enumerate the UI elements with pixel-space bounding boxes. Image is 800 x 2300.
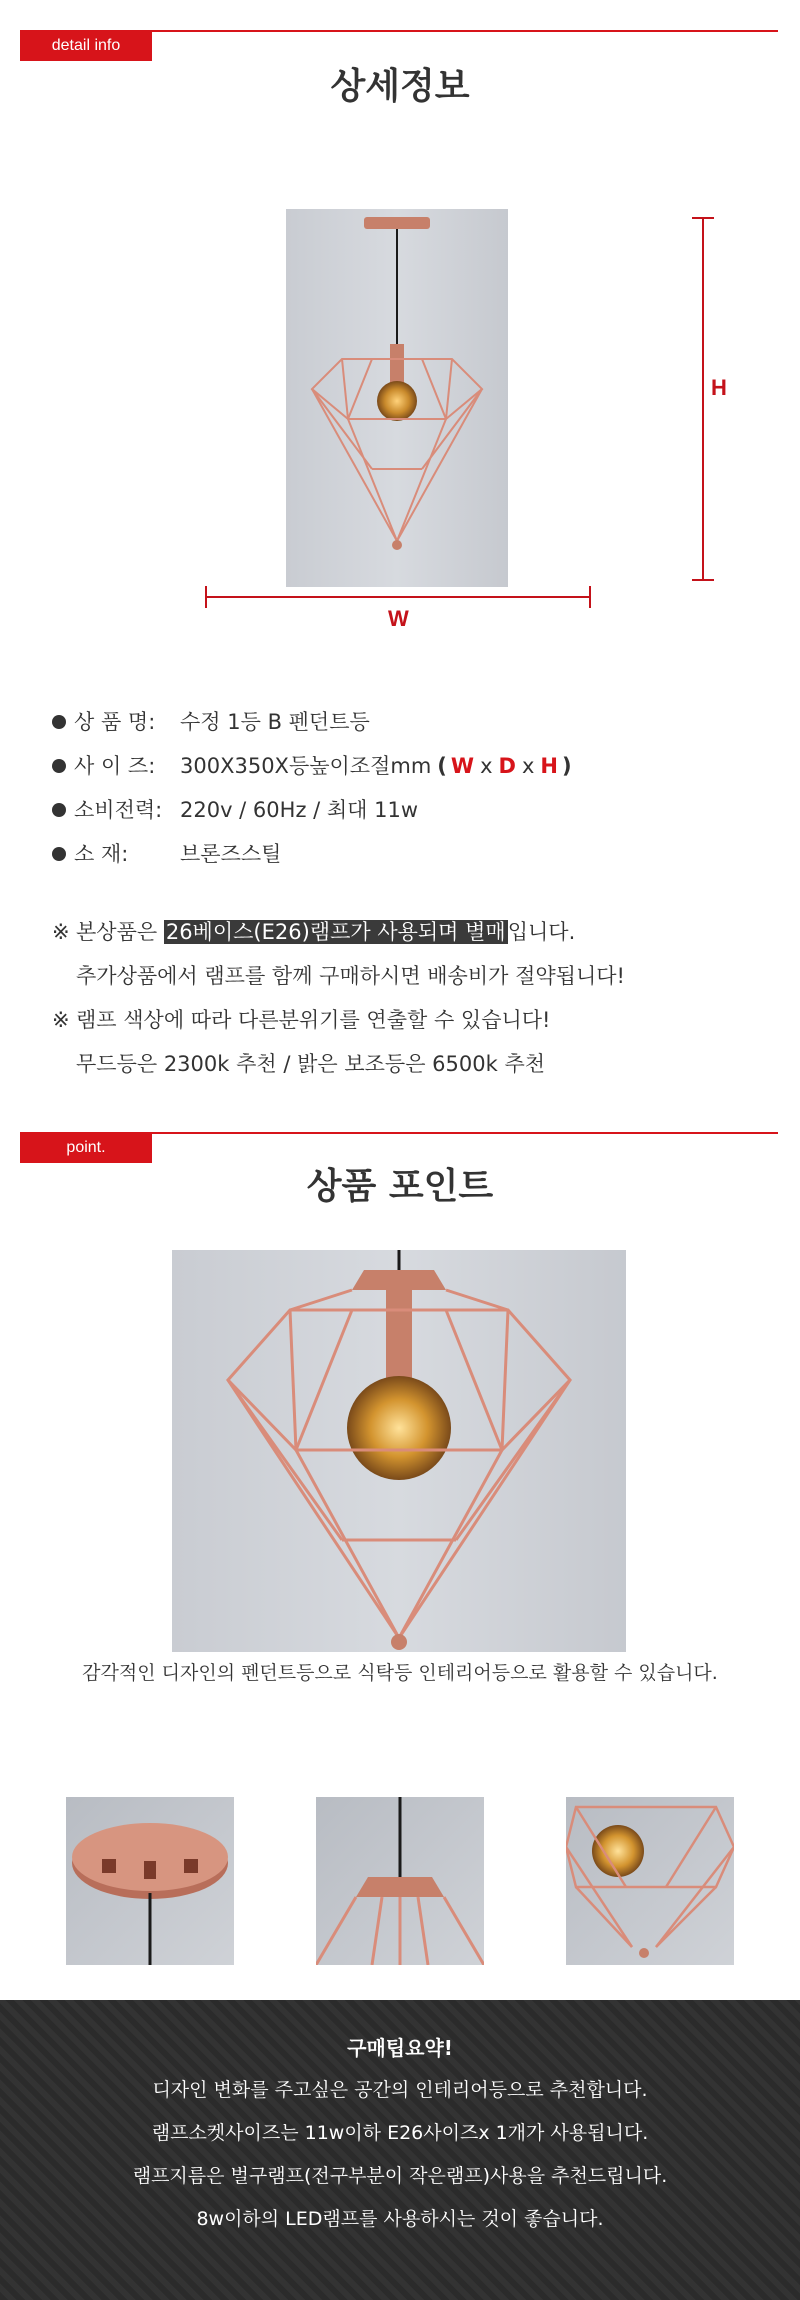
width-dimension-label: W: [388, 606, 409, 631]
spec-list: [52, 700, 752, 876]
bullet-dot-icon: [52, 759, 66, 773]
bullet-dot-icon: [52, 715, 66, 729]
section-tab-detail-info: detail info: [20, 31, 152, 61]
size-x: x: [480, 754, 493, 778]
summary-line: 8w이하의 LED램프를 사용하시는 것이 좋습니다.: [196, 2208, 604, 2230]
page-title: 상세정보: [330, 66, 470, 107]
spec-value: 수정 1등 B 펜던트등: [180, 710, 370, 734]
bullet-dot-icon: [52, 847, 66, 861]
frame-top-illustration: [316, 1797, 484, 1965]
note-line: [52, 910, 772, 954]
note-text: 입니다.: [507, 920, 576, 944]
size-paren-open: (: [437, 754, 447, 778]
thumbnail-canopy: [66, 1797, 234, 1965]
spec-value: 브론즈스틸: [180, 842, 282, 866]
spec-row-power: [52, 788, 752, 832]
note-text: 본상품은: [76, 920, 164, 944]
product-photo-main: [286, 209, 508, 587]
size-w: W: [450, 754, 475, 778]
spec-value: 300X350X등높이조절mm: [180, 754, 432, 778]
notes-block: [52, 910, 772, 1086]
width-dimension-cap-left: [205, 586, 207, 608]
thumbnail-frame-top: [316, 1797, 484, 1965]
spec-row-material: [52, 832, 752, 876]
canopy-detail-illustration: [66, 1797, 234, 1965]
section-tab-point: point.: [20, 1133, 152, 1163]
spec-label: 소 재:: [74, 842, 129, 866]
spec-value: 220v / 60Hz / 최대 11w: [180, 798, 419, 822]
note-line: 추가상품에서 램프를 함께 구매하시면 배송비가 절약됩니다!: [76, 964, 625, 988]
size-h: H: [540, 754, 558, 778]
height-dimension-cap-bottom: [692, 579, 714, 581]
note-line: 무드등은 2300k 추천 / 밝은 보조등은 6500k 추천: [76, 1052, 546, 1076]
height-dimension-cap-top: [692, 217, 714, 219]
summary-line: 디자인 변화를 주고싶은 공간의 인테리어등으로 추천합니다.: [152, 2079, 648, 2101]
size-d: D: [498, 754, 516, 778]
width-dimension-cap-right: [589, 586, 591, 608]
spec-row-size: [52, 744, 752, 788]
pendant-lamp-closeup-illustration: [172, 1250, 626, 1652]
size-x: x: [521, 754, 535, 778]
bullet-dot-icon: [52, 803, 66, 817]
height-dimension-line: [702, 218, 704, 580]
spec-row-name: [52, 700, 752, 744]
pendant-lamp-illustration: [286, 209, 508, 587]
section-title-point: 상품 포인트: [306, 1166, 494, 1207]
reference-mark-icon: ※: [52, 1008, 70, 1032]
summary-line: 램프지름은 벌구램프(전구부분이 작은램프)사용을 추천드립니다.: [132, 2165, 668, 2187]
note-text: 램프 색상에 따라 다른분위기를 연출할 수 있습니다!: [76, 1008, 551, 1032]
summary-title: 구매팁요약!: [347, 2036, 453, 2060]
width-dimension-line: [206, 596, 590, 598]
note-highlight: 26베이스(E26)램프가 사용되며 별매: [165, 920, 506, 944]
spec-label: 상 품 명:: [74, 710, 156, 734]
height-dimension-label: H: [711, 375, 727, 400]
thumbnail-bulb-cage: [566, 1797, 734, 1965]
spec-label: 소비전력:: [74, 798, 163, 822]
reference-mark-icon: ※: [52, 920, 70, 944]
summary-line: 램프소켓사이즈는 11w이하 E26사이즈x 1개가 사용됩니다.: [151, 2122, 649, 2144]
point-caption: 감각적인 디자인의 펜던트등으로 식탁등 인테리어등으로 활용할 수 있습니다.: [82, 1662, 718, 1684]
spec-label: 사 이 즈:: [74, 754, 156, 778]
note-line: [52, 998, 772, 1042]
size-paren-close: ): [561, 754, 572, 778]
product-photo-closeup: [172, 1250, 626, 1652]
purchase-tip-summary: [0, 2000, 800, 2300]
bulb-cage-illustration: [566, 1797, 734, 1965]
